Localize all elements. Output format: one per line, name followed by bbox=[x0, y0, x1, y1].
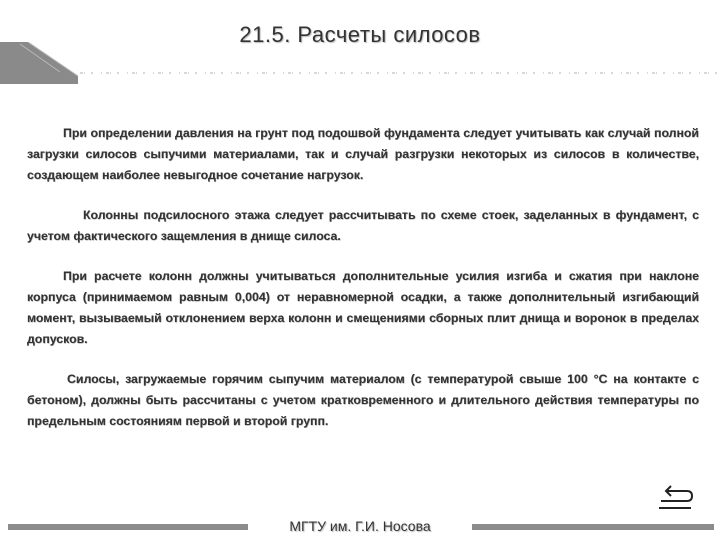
return-arrow-icon[interactable] bbox=[655, 481, 695, 513]
corner-decoration bbox=[0, 42, 78, 84]
header-divider bbox=[80, 71, 720, 75]
paragraph-column-loads: При расчете колонн должны учитываться дополнительные усилия изгиба и сжатия при наклоне корпуса (принимаемом равным 0,004) от неравномерной осадки, а также дополнительный изгибающий момент, вызываемый отклонением верха колонн и смещениями сборных плит днища и воронок в пределах допусков. bbox=[27, 269, 699, 346]
footer-bar-left bbox=[8, 524, 248, 530]
paragraph-foundation-pressure: При определении давления на грунт под подошвой фундамента следует учитывать как случай полной загрузки силосов сыпучими материалами, так и случай разгрузки некоторых из силосов в количестве, создающем наиболее невыгодное сочетание нагрузок. bbox=[27, 126, 699, 182]
footer-institution: МГТУ им. Г.И. Носова bbox=[289, 518, 431, 534]
page-title: 21.5. Расчеты силосов bbox=[239, 22, 481, 47]
paragraph-hot-material: Силосы, загружаемые горячим сыпучим материалом (с температурой свыше 100 °С на контакте с бетоном), должны быть рассчитаны с учетом кратковременного и длительного действия температуры по предельным состояниям первой и второй групп. bbox=[27, 372, 699, 428]
main-content bbox=[27, 123, 699, 451]
footer-bar-right bbox=[472, 524, 714, 530]
paragraph-columns: Колонны подсилосного этажа следует рассчитывать по схеме стоек, заделанных в фундамент, с учетом фактического защемления в днище силоса. bbox=[27, 208, 699, 243]
